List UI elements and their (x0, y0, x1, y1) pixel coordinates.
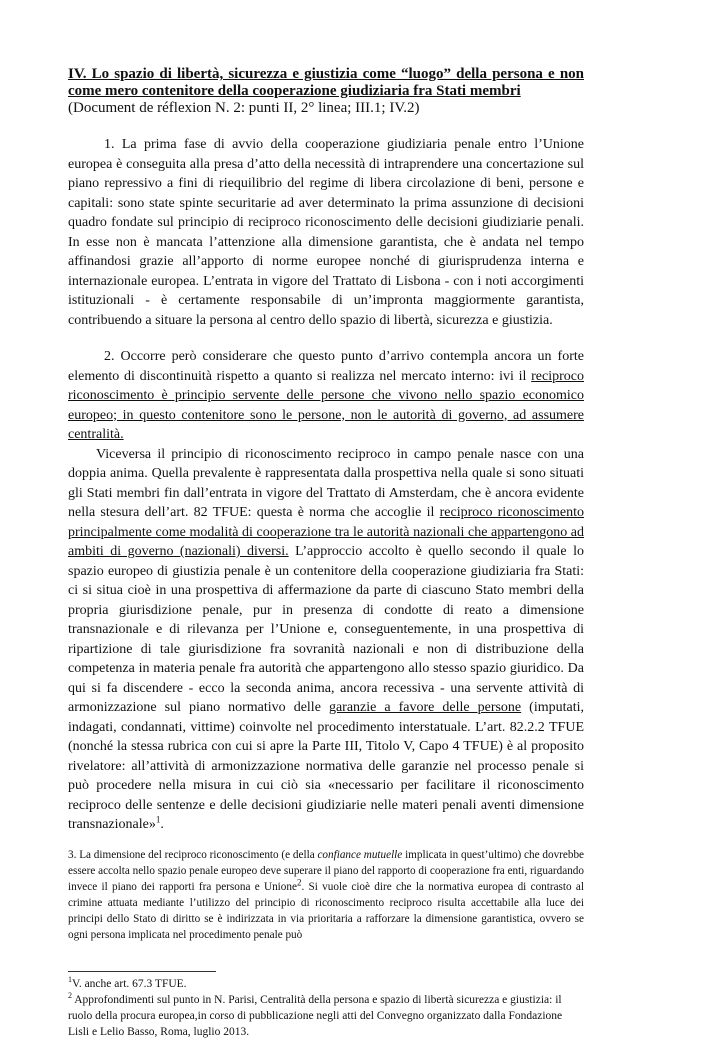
paragraph-4-part1: 3. La dimensione del reciproco riconoscimento (e della (68, 848, 318, 861)
section-reference: (Document de réflexion N. 2: punti II, 2° linea; III.1; IV.2) (68, 100, 420, 116)
section-title: IV. Lo spazio di libertà, sicurezza e giustizia come “luogo” della persona e non come mero contenitore della cooperazione giudiziaria fra Stati membri (68, 66, 584, 99)
footnote-2-text: Approfondimenti sul punto in N. Parisi, Centralità della persona e spazio di libertà sicurezza e giustizia: il ruolo della procura europea,in corso di pubblicazione negli atti del Convegno organizzato dalla Fondazione Lisli e Lelio Basso, Roma, luglio 2013. (68, 993, 563, 1038)
paragraph-2 (68, 347, 584, 445)
paragraph-3-part1: Viceversa il principio di riconoscimento reciproco in campo penale nasce con una doppia anima. Quella prevalente è rappresentata dalla prospettiva nella quale si sono situati gli Stati membri fin dall’entrata in vigore del Trattato di Amsterdam, che è ancora evidente nella stesura dell’art. 82 TFUE: questa è norma che accoglie il (68, 446, 584, 520)
paragraph-3-part3: (imputati, indagati, condannati, vittime) coinvolte nel procedimento interstatuale. L’art. 82.2.2 TFUE (nonché la stessa rubrica con cui si apre la Parte III, Titolo V, Capo 4 TFUE) è al proposito rivelatore: all’attività di armonizzazione normativa delle garanzie nel processo penale si può procedere nella misura in cui ciò sia «necessario per facilitare il riconoscimento reciproco delle sentenze e delle decisioni giudiziarie nelle materi penali aventi dimensione transnazionale» (68, 700, 585, 832)
footnote-ref-2[interactable]: 2 (296, 876, 302, 887)
paragraph-1: 1. La prima fase di avvio della cooperazione giudiziaria penale entro l’Unione europea è conseguita alla presa d’atto della necessità di intraprendere una concertazione sul piano repressivo a fini di riequilibrio del regime di libera circolazione di beni, persone e capitali: sono state spinte securitarie ad aver determinato la prima assunzione di decisioni quadro fondate sul principio di reciproco riconoscimento delle decisioni giudiziarie penali. In esse non è mancata l’attenzione alla dimensione garantista, che è andata nel tempo affinandosi grazie all’apporto di norme europee nonché di giurisprudenza interna e internazionale europea. L’entrata in vigore del Trattato di Lisbona - con i noti accorgimenti istituzionali - è certamente responsabile di un’impronta maggiormente garantista, contribuendo a situare la persona al centro dello spazio di libertà, sicurezza e giustizia. (68, 137, 584, 328)
footnote-1-text: V. anche art. 67.3 TFUE. (72, 977, 187, 990)
footnote-separator (68, 971, 216, 972)
footnote-1-mark: 1 (68, 974, 72, 984)
footnote-ref-1[interactable]: 1 (155, 814, 161, 825)
paragraph-4-part3: . Si vuole cioè dire che la normativa europea di contrasto al crimine attuata mediante l’utilizzo del principio di riconoscimento reciproco risulta accettabile alla luce dei principi dello Stato di diritto se è indirizzata in via prioritaria a rafforzare la dimensione garantistica, ovvero se ogni persona implicata nel procedimento penale può (68, 880, 584, 941)
paragraph-3-underlined-1: reciproco riconoscimento principalmente come modalità di cooperazione tra le autorità nazionali che appartengono ad ambiti di governo (nazionali) diversi. (68, 505, 584, 559)
paragraph-gap (68, 330, 584, 347)
paragraph-3 (68, 445, 584, 835)
paragraph-3-part2: L’approccio accolto è quello secondo il quale lo spazio europeo di giustizia penale è un contenitore della cooperazione giudiziaria fra Stati: ci si situa cioè in una prospettiva di affermazione da parte di ciascuno Stato membri della propria giurisdizione penale, pur in presenza di condotte di reato a dimensione transnazionale e di rilevanza per l’Unione e, conseguentemente, in una prospettiva di ripartizione di tale giurisdizione fra sovranità nazionali e non di distribuzione della competenza in materia penale fra autorità che appartengono allo stesso spazio giuridico. Da qui si fa discendere - ecco la seconda anima, ancora recessiva - una servente attività di armonizzazione sul piano normativo delle (68, 544, 584, 715)
paragraph-4-italic: confiance mutuelle (317, 848, 403, 861)
paragraph-3-underlined-2: garanzie a favore delle persone (328, 700, 522, 715)
paragraph-2-intro: 2. Occorre però considerare che questo punto d’arrivo contempla ancora un forte elemento di discontinuità rispetto a quanto si realizza nel mercato interno: ivi il (68, 349, 584, 384)
footnote-2-mark: 2 (68, 990, 72, 1000)
paragraph-3-end: . (160, 817, 164, 832)
footnote-2 (68, 992, 584, 1040)
paragraph-4 (68, 847, 584, 943)
paragraph-2-underlined: reciproco riconoscimento è principio servente delle persone che vivono nello spazio economico europeo; in questo contenitore sono le persone, non le autorità di governo, ad assumere centralità. (68, 368, 584, 442)
document-page (68, 66, 584, 1040)
footnote-1 (68, 976, 584, 992)
paragraph-4-part2: implicata in quest’ultimo) che dovrebbe essere accolta nello spazio penale europeo deve superare il piano del rapporto di cooperazione fra enti, riguardando invece il piano dei rapporti fra persona e Unione (68, 848, 585, 893)
